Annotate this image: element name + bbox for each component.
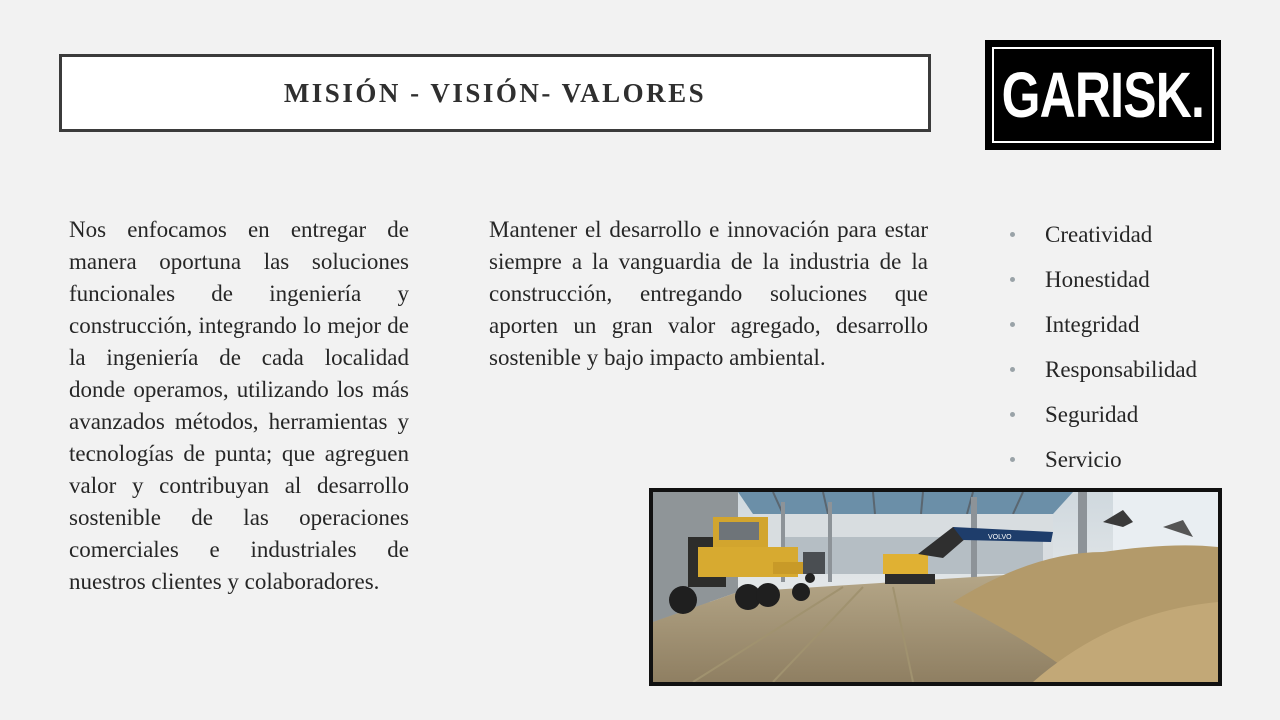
bullet-icon (1010, 277, 1015, 282)
bullet-icon (1010, 232, 1015, 237)
construction-scene (653, 492, 1218, 682)
construction-site-photo (649, 488, 1222, 686)
mission-text: Nos enfocamos en entregar de manera oportuna las soluciones funcionales de ingeniería y construcción, integrando lo mejor de la ingeniería de cada localidad donde operamos, utilizando los más avanzados métodos, herramientas y tecnologías de punta; que agreguen valor y contribuyan al desarrollo sostenible de las operaciones comerciales e industriales de nuestros clientes y colaboradores. (69, 217, 409, 594)
title-box (59, 54, 931, 132)
value-item (1006, 392, 1197, 437)
bullet-icon (1010, 367, 1015, 372)
value-item (1006, 212, 1197, 257)
value-label: Seguridad (1045, 401, 1139, 427)
value-label: Creatividad (1045, 221, 1153, 247)
value-label: Integridad (1045, 311, 1140, 337)
garisk-logo (985, 40, 1221, 150)
values-list (1006, 212, 1197, 482)
bullet-icon (1010, 412, 1015, 417)
value-item (1006, 302, 1197, 347)
bullet-icon (1010, 457, 1015, 462)
value-item (1006, 437, 1197, 482)
value-label: Responsabilidad (1045, 356, 1198, 382)
page-title: MISIÓN - VISIÓN- VALORES (283, 77, 707, 108)
value-item (1006, 347, 1197, 392)
logo-text: GARISK. (1001, 59, 1205, 131)
value-item (1006, 257, 1197, 302)
value-label: Servicio (1045, 446, 1122, 472)
value-label: Honestidad (1045, 266, 1150, 292)
vision-text: Mantener el desarrollo e innovación para estar siempre a la vanguardia de la industria de la construcción, entregando soluciones que aporten un gran valor agregado, desarrollo sostenible y bajo impacto ambiental. (489, 217, 928, 370)
logo-frame (992, 47, 1214, 143)
bullet-icon (1010, 322, 1015, 327)
volvo-label: VOLVO (988, 534, 1012, 541)
